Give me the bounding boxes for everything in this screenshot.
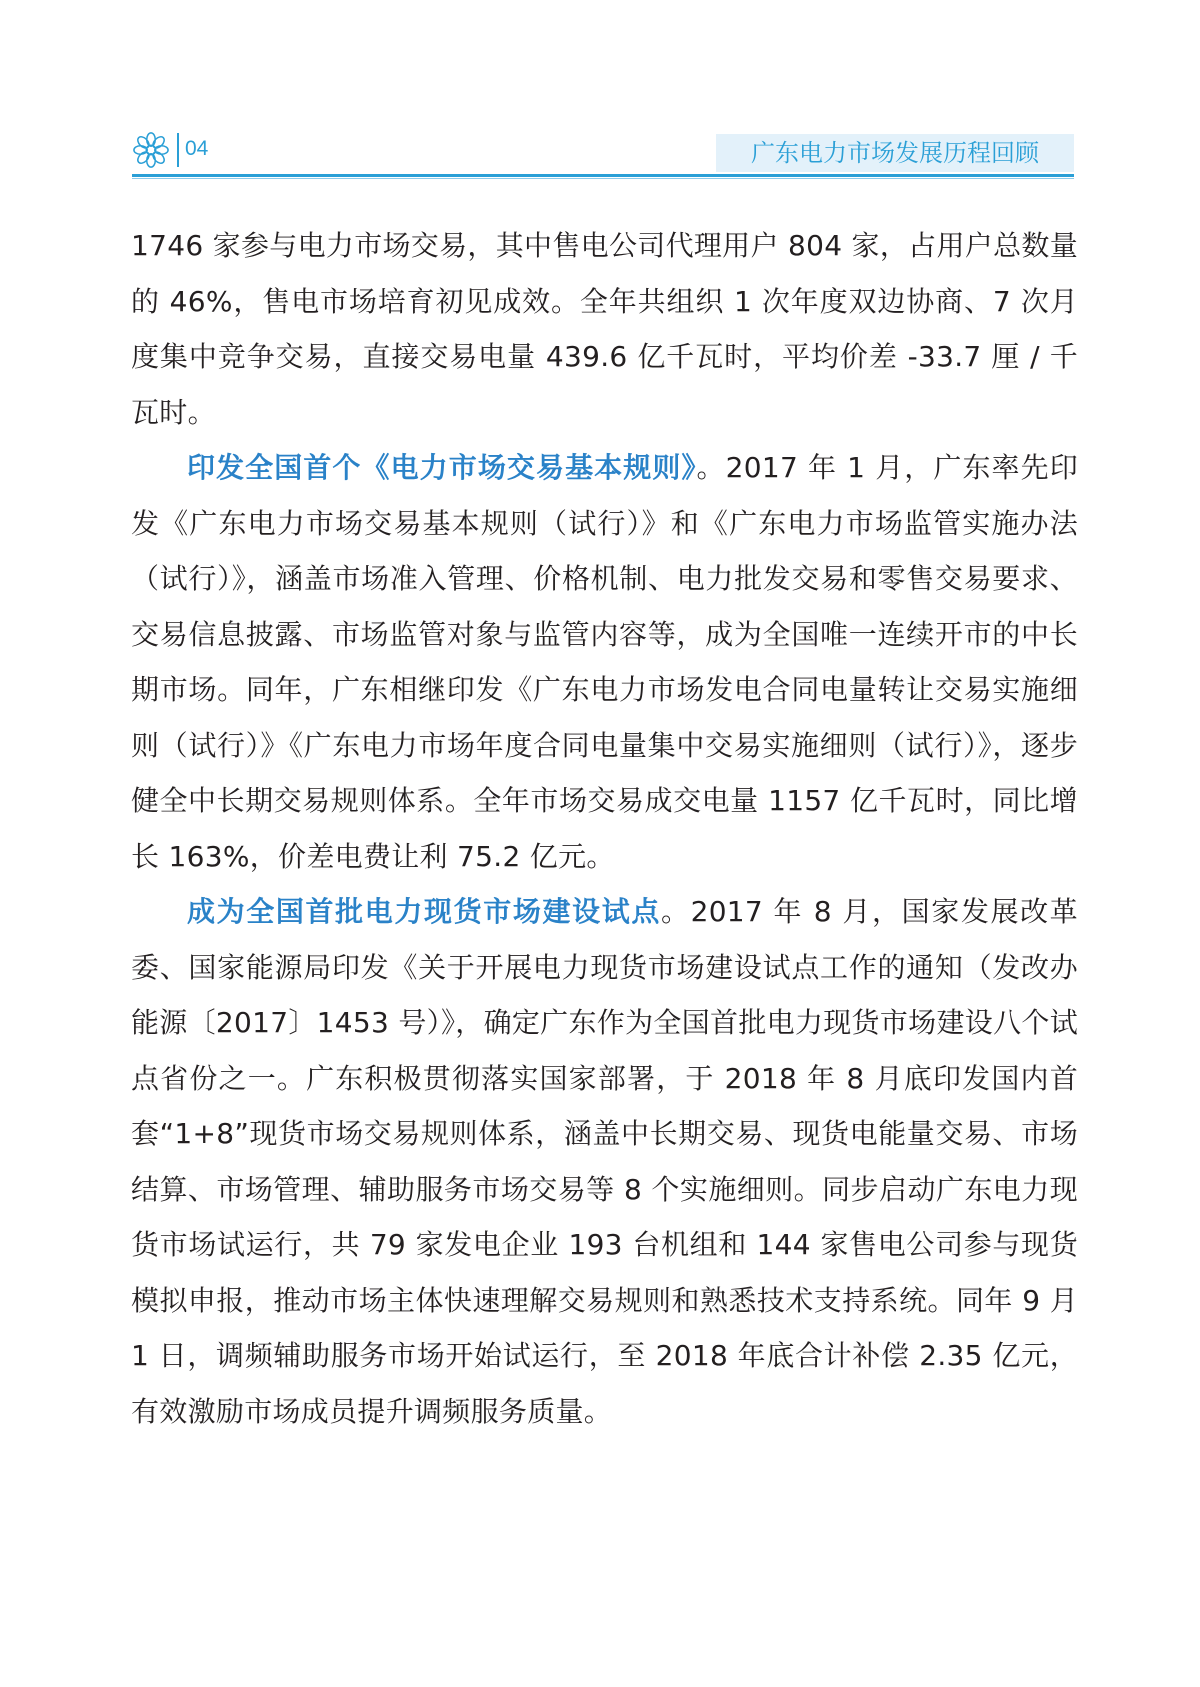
header-rule-thin	[132, 178, 1074, 179]
paragraph-3	[131, 884, 1078, 1439]
header-separator	[177, 133, 179, 167]
paragraph-heading: 印发全国首个《电力市场交易基本规则》	[187, 451, 697, 484]
section-title: 广东电力市场发展历程回顾	[716, 134, 1074, 172]
paragraph-text: 。2017 年 1 月，广东率先印发《广东电力市场交易基本规则（试行）》和《广东电力市场监管实施办法（试行）》，涵盖市场准入管理、价格机制、电力批发交易和零售交易要求、交易信息披露、市场监管对象与监管内容等，成为全国唯一连续开市的中长期市场。同年，广东相继印发《广东电力市场发电合同电量转让交易实施细则（试行）》《广东电力市场年度合同电量集中交易实施细则（试行）》，逐步健全中长期交易规则体系。全年市场交易成交电量 1157 亿千瓦时，同比增长 163%，价差电费让利 75.2 亿元。	[131, 451, 1079, 873]
paragraph-2	[131, 440, 1078, 884]
paragraph-text: 1746 家参与电力市场交易，其中售电公司代理用户 804 家，占用户总数量的 46%，售电市场培育初见成效。全年共组织 1 次年度双边协商、7 次月度集中竞争交易，直接交易电量 439.6 亿千瓦时，平均价差 -33.7 厘 / 千瓦时。	[131, 229, 1078, 429]
body-content	[131, 218, 1078, 1439]
page-number: 04	[185, 137, 209, 160]
paragraph-1	[131, 218, 1078, 440]
paragraph-text: 。2017 年 8 月，国家发展改革委、国家能源局印发《关于开展电力现货市场建设试点工作的通知（发改办能源〔2017〕1453 号）》，确定广东作为全国首批电力现货市场建设八个试点省份之一。广东积极贯彻落实国家部署，于 2018 年 8 月底印发国内首套“1+8”现货市场交易规则体系，涵盖中长期交易、现货电能量交易、市场结算、市场管理、辅助服务市场交易等 8 个实施细则。同步启动广东电力现货市场试运行，共 79 家发电企业 193 台机组和 144 家售电公司参与现货模拟申报，推动市场主体快速理解交易规则和熟悉技术支持系统。同年 9 月 1 日，调频辅助服务市场开始试运行，至 2018 年底合计补偿 2.35 亿元，有效激励市场成员提升调频服务质量。	[131, 895, 1078, 1428]
page-header	[132, 130, 1074, 182]
header-rule	[132, 174, 1074, 177]
flower-emblem-icon	[132, 130, 170, 170]
paragraph-heading: 成为全国首批电力现货市场建设试点	[187, 895, 661, 928]
